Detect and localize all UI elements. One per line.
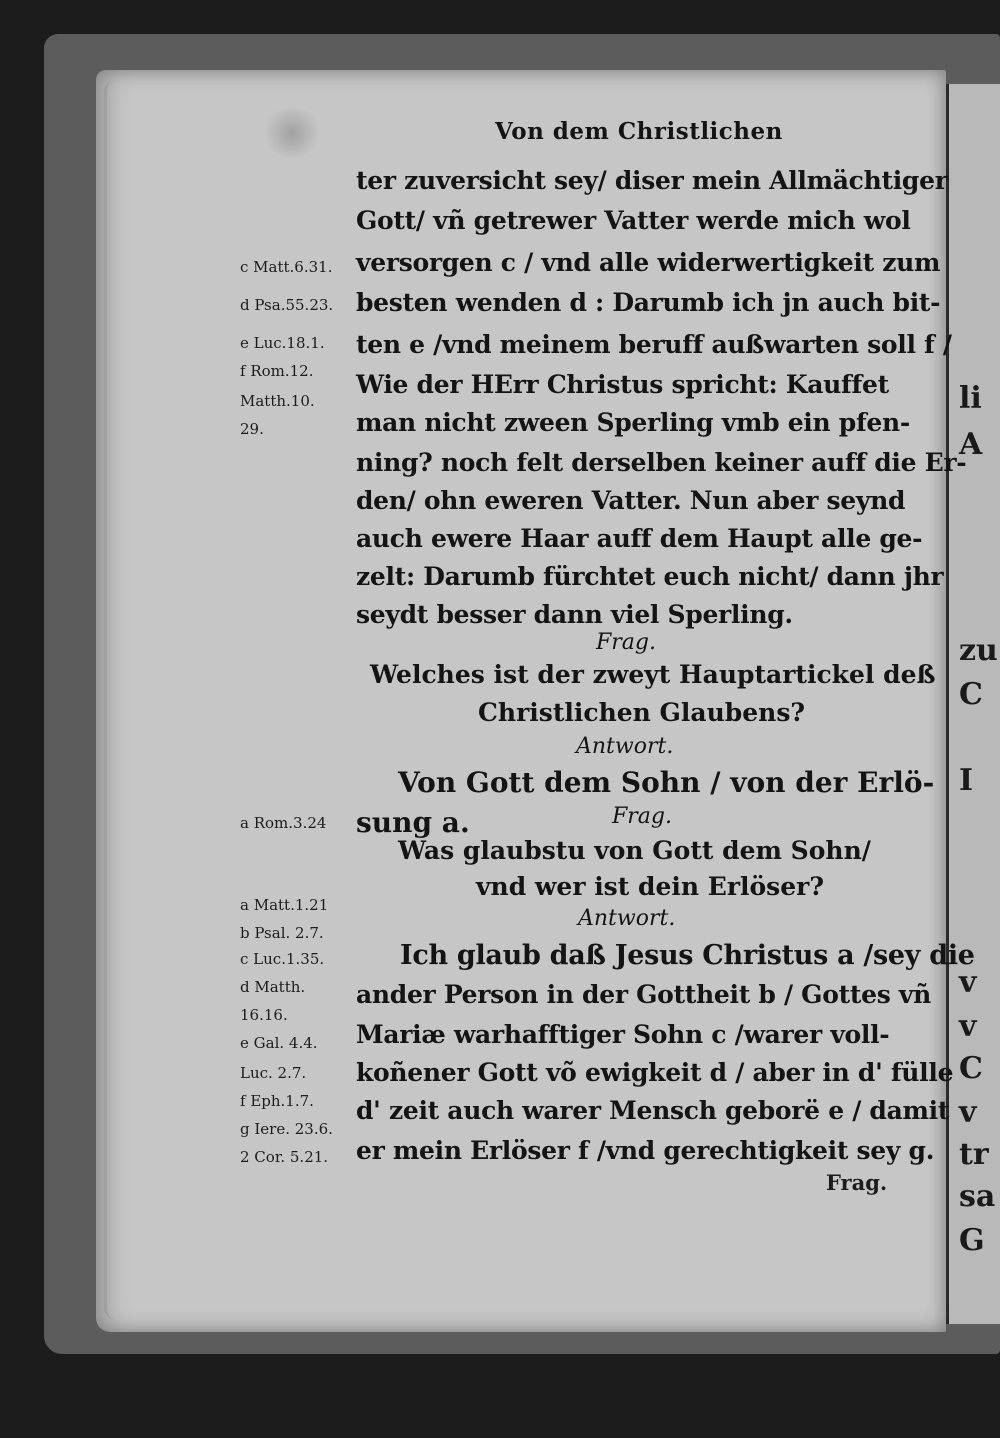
margin-note: 29. bbox=[240, 420, 264, 438]
answer-text: sung a. bbox=[356, 806, 470, 839]
page-stack-edges bbox=[104, 80, 151, 1320]
answer-text: d' zeit auch warer Mensch geborë e / damit bbox=[356, 1096, 950, 1125]
question-label: Frag. bbox=[596, 630, 656, 655]
question-text: vnd wer ist dein Erlöser? bbox=[476, 872, 824, 901]
answer-text: Mariæ warhafftiger Sohn c /warer voll- bbox=[356, 1020, 890, 1049]
answer-text: er mein Erlöser f /vnd gerechtigkeit sey g. bbox=[356, 1136, 935, 1165]
body-line: besten wenden d : Darumb ich jn auch bit- bbox=[356, 288, 941, 317]
next-page-text: I bbox=[959, 763, 974, 798]
body-line: auch ewere Haar auff dem Haupt alle ge- bbox=[356, 524, 923, 553]
next-page-text: sa bbox=[959, 1179, 996, 1214]
margin-note: a Rom.3.24 bbox=[240, 814, 327, 832]
next-page-text: C bbox=[959, 1051, 983, 1086]
body-line: Wie der HErr Christus spricht: Kauffet bbox=[356, 370, 889, 399]
right-page-fragment bbox=[946, 84, 1000, 1324]
body-line: ten e /vnd meinem beruff außwarten soll f / bbox=[356, 330, 952, 359]
margin-note: Luc. 2.7. bbox=[240, 1064, 307, 1082]
answer-text: ander Person in der Gottheit b / Gottes vñ bbox=[356, 980, 931, 1009]
next-page-text: C bbox=[959, 677, 983, 712]
next-page-text: G bbox=[959, 1223, 985, 1258]
question-text: Welches ist der zweyt Hauptartickel deß bbox=[370, 660, 936, 689]
next-page-text: A bbox=[959, 427, 983, 462]
next-page-text: li bbox=[959, 381, 982, 416]
margin-note: 16.16. bbox=[240, 1006, 288, 1024]
body-line: seydt besser dann viel Sperling. bbox=[356, 600, 793, 629]
margin-note: Matth.10. bbox=[240, 392, 315, 410]
next-page-text: tr bbox=[959, 1137, 989, 1172]
page-stain bbox=[262, 108, 322, 158]
margin-note: c Luc.1.35. bbox=[240, 950, 325, 968]
margin-note: c Matt.6.31. bbox=[240, 258, 333, 276]
margin-note: e Luc.18.1. bbox=[240, 334, 325, 352]
answer-label: Antwort. bbox=[576, 734, 674, 759]
running-header: Von dem Christlichen bbox=[495, 118, 783, 145]
answer-text: Von Gott dem Sohn / von der Erlö- bbox=[398, 766, 935, 799]
catchword: Frag. bbox=[826, 1170, 888, 1195]
margin-note: a Matt.1.21 bbox=[240, 896, 329, 914]
margin-note: f Eph.1.7. bbox=[240, 1092, 314, 1110]
answer-text: Ich glaub daß Jesus Christus a /sey die bbox=[400, 940, 975, 971]
body-line: ning? noch felt derselben keiner auff die Er- bbox=[356, 448, 967, 477]
body-line: Gott/ vñ getrewer Vatter werde mich wol bbox=[356, 206, 911, 235]
body-line: man nicht zween Sperling vmb ein pfen- bbox=[356, 408, 910, 437]
question-label: Frag. bbox=[612, 804, 672, 829]
margin-note: e Gal. 4.4. bbox=[240, 1034, 318, 1052]
next-page-text: v bbox=[959, 1095, 977, 1130]
body-line: den/ ohn eweren Vatter. Nun aber seynd bbox=[356, 486, 906, 515]
margin-note: b Psal. 2.7. bbox=[240, 924, 324, 942]
answer-text: koñener Gott võ ewigkeit d / aber in d' fülle bbox=[356, 1058, 954, 1087]
margin-note: d Matth. bbox=[240, 978, 306, 996]
question-text: Was glaubstu von Gott dem Sohn/ bbox=[398, 836, 871, 865]
question-text: Christlichen Glaubens? bbox=[478, 698, 806, 727]
next-page-text: v bbox=[959, 1009, 977, 1044]
body-line: ter zuversicht sey/ diser mein Allmächtiger bbox=[356, 166, 948, 195]
margin-note: g Iere. 23.6. bbox=[240, 1120, 333, 1138]
margin-note: 2 Cor. 5.21. bbox=[240, 1148, 329, 1166]
answer-label: Antwort. bbox=[578, 906, 676, 931]
body-line: zelt: Darumb fürchtet euch nicht/ dann jhr bbox=[356, 562, 944, 591]
next-page-text: zu bbox=[959, 633, 998, 668]
margin-note: f Rom.12. bbox=[240, 362, 314, 380]
margin-note: d Psa.55.23. bbox=[240, 296, 334, 314]
next-page-text: v bbox=[959, 965, 977, 1000]
body-line: versorgen c / vnd alle widerwertigkeit zum bbox=[356, 248, 941, 277]
